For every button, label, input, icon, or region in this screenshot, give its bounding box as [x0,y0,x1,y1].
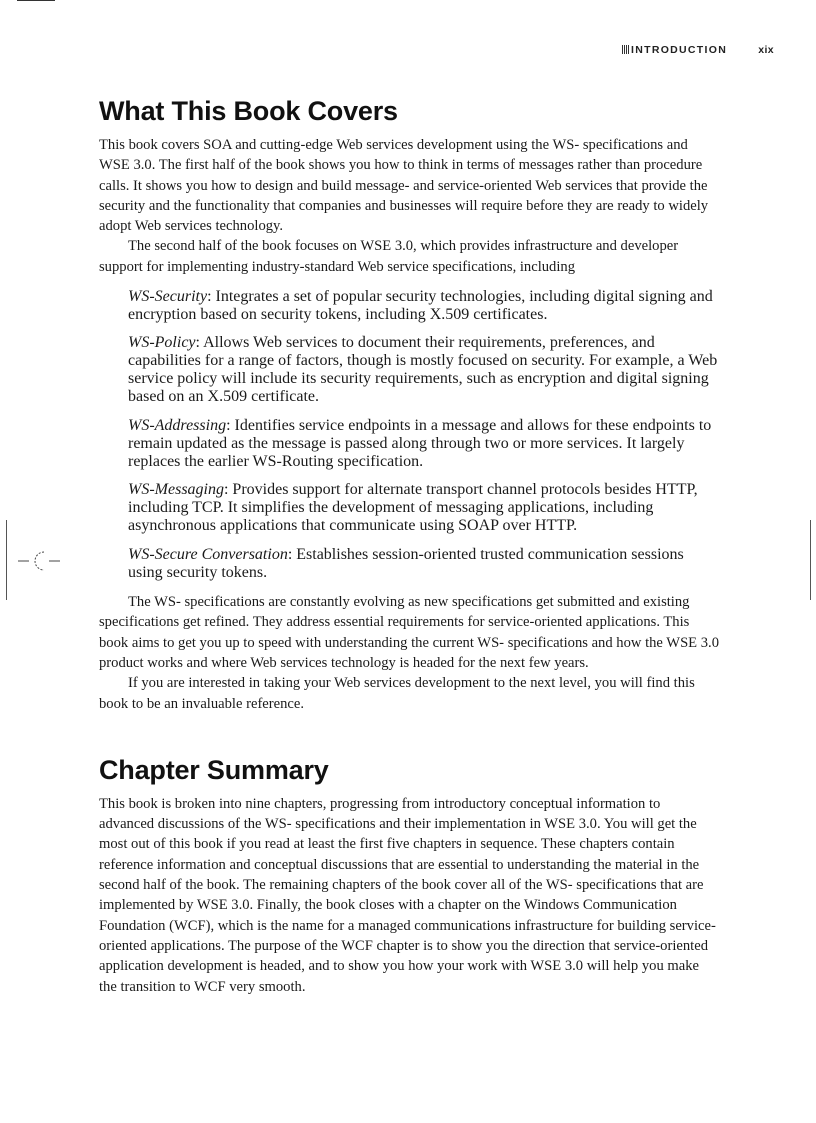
crop-mark-left-line [6,520,7,600]
page-number: xix [758,44,774,56]
spec-item-ws-security [128,288,719,324]
spec-term: WS-Policy [128,334,196,352]
spec-item-ws-policy [128,334,719,406]
paragraph-evolving: The WS- specifications are constantly evolving as new specifications get submitted and existing specifications get refined. They address essential requirements for service-oriented applications. This book aims to get you up to speed with understanding the current WS- specifications and how the WSE 3.0 product works and where Web services technology is headed for the next few years. [99,594,719,671]
spec-description: : Identifies service endpoints in a message and allows for these endpoints to remain updated as the message is passed along through two or more services. It largely replaces the earlier WS-Routing specification. [128,416,712,470]
spec-item-ws-messaging [128,481,719,535]
section-heading-chapter-summary: Chapter Summary [99,754,329,785]
crop-mark-right-line [810,520,811,600]
spec-description: : Provides support for alternate transport channel protocols besides HTTP, including TCP. It simplifies the development of messaging applications, including asynchronous applications that communicate using SOAP over HTTP. [128,481,698,535]
running-header [622,44,774,58]
paragraph-second-half: The second half of the book focuses on WSE 3.0, which provides infrastructure and developer support for implementing industry-standard Web service specifications, including [99,238,679,275]
paragraph-closing: If you are interested in taking your Web services development to the next level, you will find this book to be an invaluable reference. [99,675,695,712]
header-bars-icon [622,45,629,54]
spec-item-ws-addressing [128,417,719,471]
spec-term: WS-Secure Conversation [128,545,288,563]
spec-term: WS-Security [128,287,208,305]
section-heading-what-this-book-covers: What This Book Covers [99,96,398,126]
paragraph-intro: This book covers SOA and cutting-edge Web services development using the WS- specifications and WSE 3.0. The first half of the book shows you how to think in terms of messages rather than procedure calls. It shows you how to design and build message- and service-oriented Web services that provide the security and the functionality that companies and businesses will require before they are ready to widely adopt Web services technology. [99,137,709,235]
spec-term: WS-Addressing [128,416,227,434]
spec-item-ws-secure-conversation [128,546,719,582]
spec-description: : Integrates a set of popular security technologies, including digital signing and encryption based on security tokens, including X.509 certificates. [128,287,713,323]
page-content [99,92,719,997]
registration-mark-icon [18,549,62,575]
spec-term: WS-Messaging [128,481,224,499]
paragraph-chapter-summary: This book is broken into nine chapters, progressing from introductory conceptual information to advanced discussions of the WS- specifications and their implementation in WSE 3.0. You will get the most out of this book if you read at least the first five chapters in sequence. These chapters contain reference information and conceptual discussions that are essential to understanding the material in the second half of the book. The remaining chapters of the book cover all of the WS- specifications that are implemented by WSE 3.0. Finally, the book closes with a chapter on the Windows Communication Foundation (WCF), which is the name for a managed communications infrastructure for building service-oriented applications. The purpose of the WCF chapter is to show you the direction that service-oriented application development is headed, and to show you how your work with WSE 3.0 will help you make the transition to WCF very smooth. [99,795,716,995]
spec-description: : Establishes session-oriented trusted communication sessions using security tokens. [128,545,684,581]
spec-description: : Allows Web services to document their requirements, preferences, and capabilities for a range of factors, though is mostly focused on security. For example, a Web service policy will include its security requirements, such as encryption and digital signing based on an X.509 certificate. [128,334,718,406]
running-header-section: INTRODUCTION [631,44,728,56]
crop-mark-top [17,0,55,1]
